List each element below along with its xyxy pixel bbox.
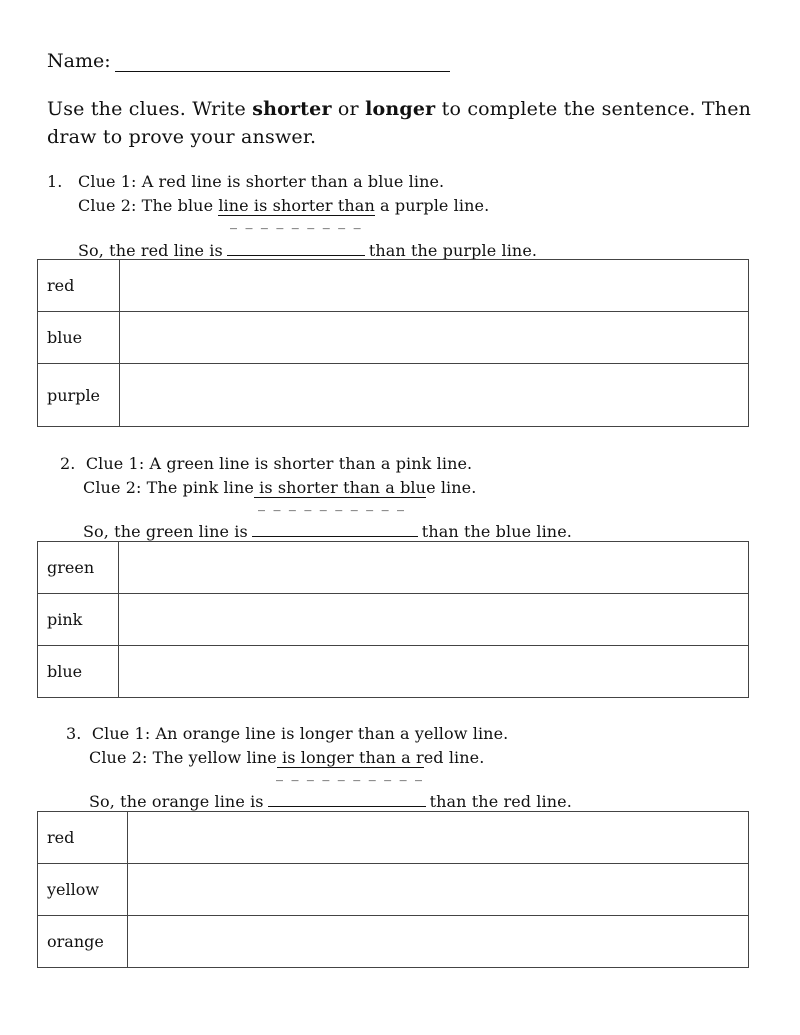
problem-3-answer-blank[interactable] bbox=[268, 794, 426, 807]
problem-3-number: 3. bbox=[66, 724, 82, 743]
problem-2-sentence bbox=[83, 522, 572, 541]
row-label: green bbox=[38, 542, 119, 594]
drawing-area[interactable] bbox=[119, 646, 749, 698]
instructions-word-longer: longer bbox=[365, 98, 436, 120]
row-label: pink bbox=[38, 594, 119, 646]
problem-1-clue-2 bbox=[78, 196, 489, 215]
table-row bbox=[38, 542, 749, 594]
table-row bbox=[38, 260, 749, 312]
problem-1-clue-2-underlined: line is shorter than bbox=[218, 196, 375, 215]
instructions-part3: to complete the sentence. Then draw to prove your answer. bbox=[47, 98, 752, 148]
drawing-area[interactable] bbox=[128, 864, 749, 916]
problem-2-clue-2-underlined: is shorter than a blu bbox=[253, 478, 427, 497]
problem-3-so-post: than the red line. bbox=[429, 792, 572, 811]
row-label: red bbox=[38, 812, 128, 864]
problem-2-so-pre: So, the green line is bbox=[83, 522, 248, 541]
problem-2-dashes: _ _ _ _ _ _ _ _ _ _ bbox=[258, 496, 407, 512]
problem-2-number: 2. bbox=[60, 454, 76, 473]
problem-3-clue-1-text: Clue 1: An orange line is longer than a yellow line. bbox=[91, 724, 509, 743]
problem-2-so-post: than the blue line. bbox=[421, 522, 572, 541]
problem-1-dashes: _ _ _ _ _ _ _ _ _ bbox=[230, 214, 363, 230]
instructions-part1: Use the clues. Write bbox=[47, 98, 253, 120]
row-label: yellow bbox=[38, 864, 128, 916]
problem-1-sentence bbox=[78, 241, 537, 260]
name-blank[interactable] bbox=[115, 53, 450, 72]
problem-1-drawing-table bbox=[37, 259, 749, 427]
problem-1-number: 1. bbox=[47, 172, 63, 191]
problem-2-answer-blank[interactable] bbox=[252, 524, 418, 537]
drawing-area[interactable] bbox=[119, 594, 749, 646]
drawing-area[interactable] bbox=[128, 916, 749, 968]
table-row bbox=[38, 646, 749, 698]
instructions bbox=[47, 95, 757, 151]
problem-1-so-post: than the purple line. bbox=[368, 241, 538, 260]
drawing-area[interactable] bbox=[120, 364, 749, 427]
problem-1-clue-1-text: Clue 1: A red line is shorter than a blue line. bbox=[78, 172, 445, 191]
drawing-area[interactable] bbox=[120, 260, 749, 312]
problem-3-clue-2-pre: Clue 2: The yellow line bbox=[89, 748, 277, 767]
problem-2-clue-2 bbox=[83, 478, 476, 497]
drawing-area[interactable] bbox=[119, 542, 749, 594]
row-label: red bbox=[38, 260, 120, 312]
table-row bbox=[38, 312, 749, 364]
problem-1-clue-2-post: a purple line. bbox=[374, 196, 490, 215]
drawing-area[interactable] bbox=[120, 312, 749, 364]
problem-3-clue-1 bbox=[66, 724, 508, 743]
instructions-word-shorter: shorter bbox=[252, 98, 332, 120]
problem-3-drawing-table bbox=[37, 811, 749, 968]
row-label: purple bbox=[38, 364, 120, 427]
problem-2-clue-2-pre: Clue 2: The pink line bbox=[83, 478, 254, 497]
problem-3-dashes: _ _ _ _ _ _ _ _ _ _ bbox=[276, 766, 425, 782]
problem-3-sentence bbox=[89, 792, 572, 811]
row-label: blue bbox=[38, 646, 119, 698]
name-label: Name: bbox=[47, 50, 111, 72]
problem-1-answer-blank[interactable] bbox=[227, 243, 365, 256]
problem-1-clue-2-pre: Clue 2: The blue bbox=[78, 196, 219, 215]
row-label: orange bbox=[38, 916, 128, 968]
table-row bbox=[38, 864, 749, 916]
problem-3-clue-2 bbox=[89, 748, 484, 767]
problem-2-clue-2-post: e line. bbox=[426, 478, 477, 497]
table-row bbox=[38, 594, 749, 646]
drawing-area[interactable] bbox=[128, 812, 749, 864]
problem-3-clue-2-underlined: is longer than a r bbox=[276, 748, 424, 767]
problem-1-clue-1 bbox=[47, 172, 444, 191]
problem-2-drawing-table bbox=[37, 541, 749, 698]
table-row bbox=[38, 916, 749, 968]
problem-2-clue-1-text: Clue 1: A green line is shorter than a pink line. bbox=[85, 454, 473, 473]
instructions-part2: or bbox=[331, 98, 366, 120]
problem-1-so-pre: So, the red line is bbox=[78, 241, 223, 260]
table-row bbox=[38, 364, 749, 427]
row-label: blue bbox=[38, 312, 120, 364]
problem-3-clue-2-post: ed line. bbox=[423, 748, 485, 767]
problem-2-clue-1 bbox=[60, 454, 472, 473]
name-field-row bbox=[47, 50, 450, 72]
problem-3-so-pre: So, the orange line is bbox=[89, 792, 264, 811]
table-row bbox=[38, 812, 749, 864]
